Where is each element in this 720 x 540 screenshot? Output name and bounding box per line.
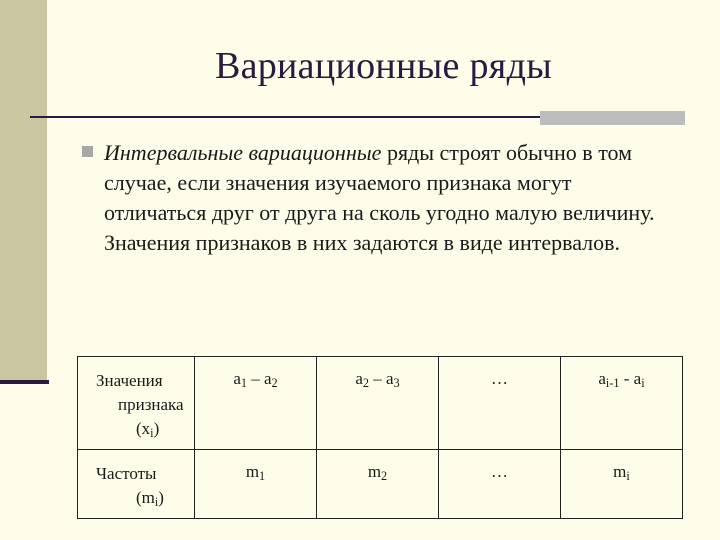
row-header-frequencies-line2: $(m_i)$ bbox=[136, 488, 164, 510]
cell-interval-i: $a_{i-1} - a_i$ bbox=[561, 357, 683, 450]
interval-series-table bbox=[77, 356, 683, 519]
row-header-frequencies bbox=[78, 450, 195, 519]
table-row-frequencies bbox=[78, 450, 683, 519]
row-header-values-line2: признака bbox=[118, 395, 184, 414]
row-header-values bbox=[78, 357, 195, 450]
cell-frequency-i: $m_i$ bbox=[561, 450, 683, 519]
bullet-body-text: ряды строят обычно в том случае, если значения изучаемого признака могут отличаться друг от друга на сколь угодно малую величину. Значения признаков в них задаются в виде интервалов. bbox=[104, 140, 655, 255]
title-underline-accent bbox=[540, 111, 685, 125]
bullet-italic-term: Интервальные вариационные bbox=[104, 140, 382, 165]
row-header-frequencies-line1: Частоты bbox=[96, 464, 157, 484]
side-panel bbox=[0, 0, 47, 382]
cell-interval-ellipsis: … bbox=[439, 357, 561, 450]
cell-frequency-1: $m_1$ bbox=[195, 450, 317, 519]
row-header-values-line1: Значения bbox=[96, 371, 163, 390]
bullet-square-icon bbox=[82, 146, 93, 157]
cell-interval-1: $a_1 - a_2$ bbox=[195, 357, 317, 450]
row-header-values-line3: $(x_i)$ bbox=[136, 419, 160, 441]
bullet-paragraph bbox=[104, 138, 674, 258]
side-panel-accent bbox=[0, 380, 49, 384]
cell-frequency-2: $m_2$ bbox=[317, 450, 439, 519]
cell-frequency-ellipsis: … bbox=[439, 450, 561, 519]
table-row-values bbox=[78, 357, 683, 450]
slide-title: Вариационные ряды bbox=[214, 45, 553, 87]
cell-interval-2: $a_2 - a_3$ bbox=[317, 357, 439, 450]
